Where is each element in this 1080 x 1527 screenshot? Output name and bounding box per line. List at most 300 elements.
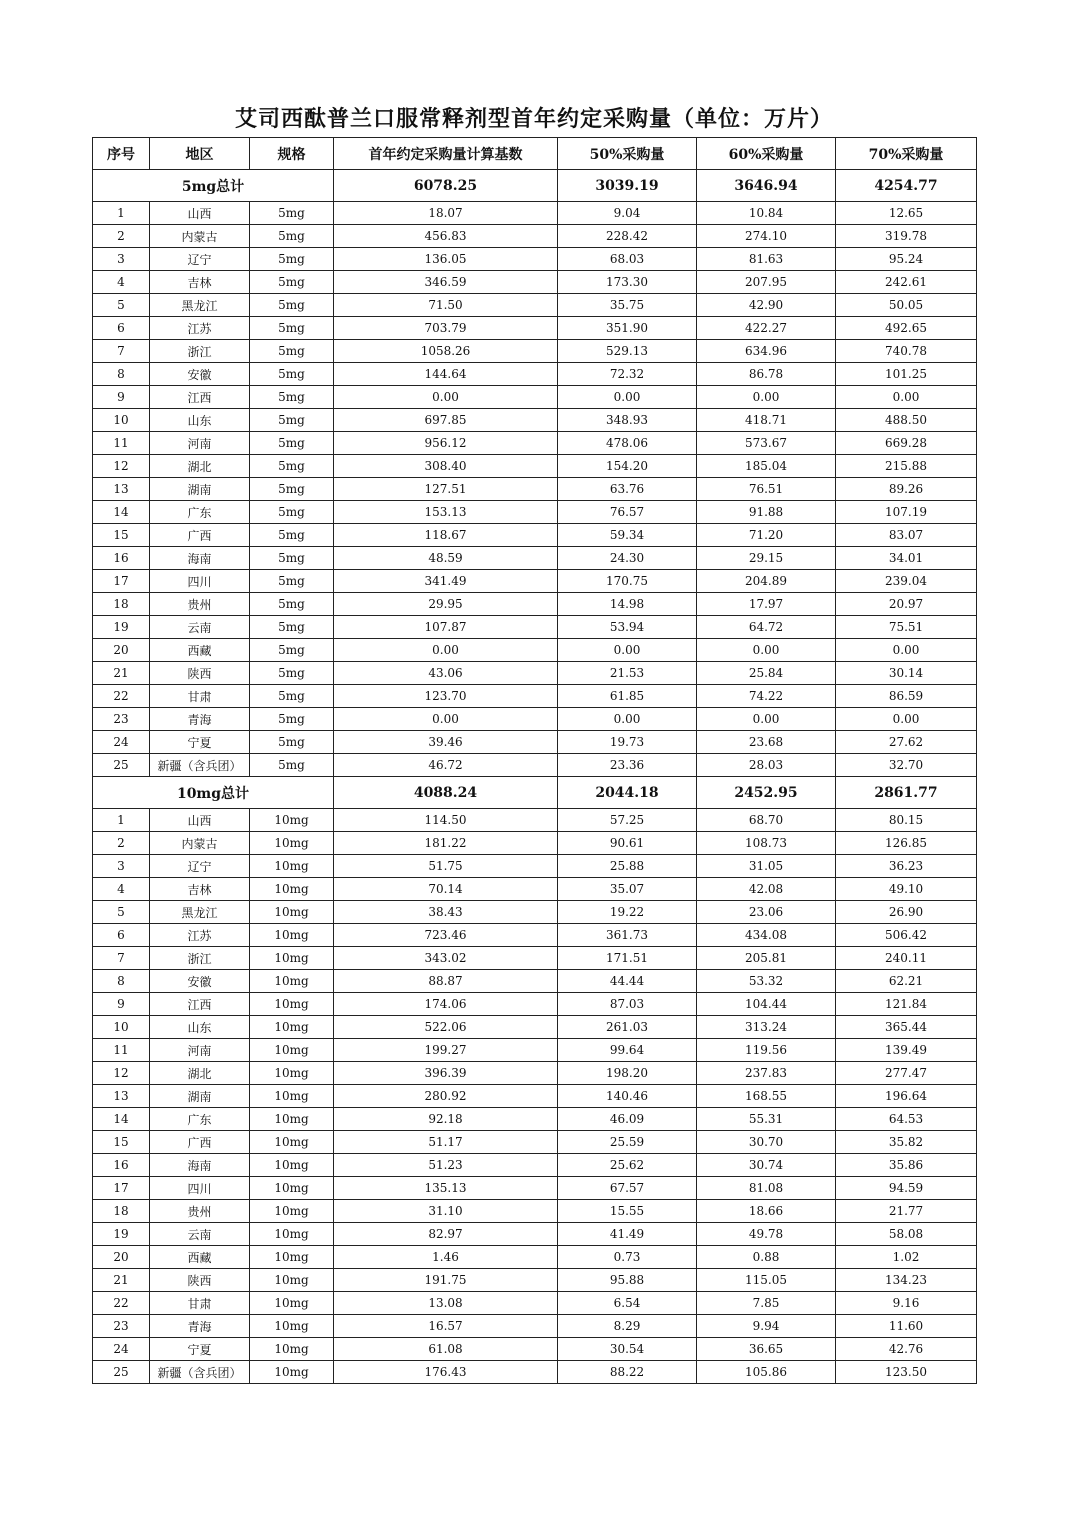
- cell-spec: 10mg: [250, 855, 334, 878]
- cell-70pct: 101.25: [836, 363, 977, 386]
- cell-index: 22: [93, 1292, 150, 1315]
- cell-base-quantity: 153.13: [334, 501, 558, 524]
- table-row: [93, 639, 977, 662]
- cell-60pct: 0.00: [697, 708, 836, 731]
- table-row: [93, 547, 977, 570]
- table-row: [93, 1361, 977, 1384]
- cell-index: 14: [93, 1108, 150, 1131]
- cell-60pct: 434.08: [697, 924, 836, 947]
- cell-50pct: 46.09: [558, 1108, 697, 1131]
- cell-50pct: 529.13: [558, 340, 697, 363]
- total-60pct: 2452.95: [697, 777, 836, 809]
- cell-70pct: 242.61: [836, 271, 977, 294]
- cell-50pct: 24.30: [558, 547, 697, 570]
- cell-base-quantity: 181.22: [334, 832, 558, 855]
- cell-spec: 10mg: [250, 878, 334, 901]
- total-base-quantity: 4088.24: [334, 777, 558, 809]
- cell-region: 江苏: [150, 317, 250, 340]
- cell-70pct: 11.60: [836, 1315, 977, 1338]
- total-50pct: 2044.18: [558, 777, 697, 809]
- cell-spec: 10mg: [250, 1085, 334, 1108]
- cell-index: 3: [93, 248, 150, 271]
- header-region: 地区: [150, 138, 250, 170]
- cell-region: 贵州: [150, 593, 250, 616]
- cell-spec: 5mg: [250, 409, 334, 432]
- cell-70pct: 36.23: [836, 855, 977, 878]
- cell-region: 江苏: [150, 924, 250, 947]
- cell-region: 青海: [150, 1315, 250, 1338]
- cell-50pct: 59.34: [558, 524, 697, 547]
- cell-spec: 10mg: [250, 993, 334, 1016]
- cell-50pct: 15.55: [558, 1200, 697, 1223]
- cell-spec: 5mg: [250, 363, 334, 386]
- cell-index: 18: [93, 593, 150, 616]
- cell-base-quantity: 107.87: [334, 616, 558, 639]
- cell-base-quantity: 31.10: [334, 1200, 558, 1223]
- cell-index: 2: [93, 832, 150, 855]
- table-row: [93, 1269, 977, 1292]
- cell-spec: 5mg: [250, 294, 334, 317]
- cell-spec: 10mg: [250, 1315, 334, 1338]
- cell-70pct: 196.64: [836, 1085, 977, 1108]
- cell-70pct: 35.86: [836, 1154, 977, 1177]
- cell-60pct: 86.78: [697, 363, 836, 386]
- cell-region: 安徽: [150, 970, 250, 993]
- cell-region: 山西: [150, 202, 250, 225]
- cell-base-quantity: 13.08: [334, 1292, 558, 1315]
- cell-60pct: 49.78: [697, 1223, 836, 1246]
- cell-index: 22: [93, 685, 150, 708]
- cell-base-quantity: 0.00: [334, 386, 558, 409]
- cell-region: 辽宁: [150, 855, 250, 878]
- cell-spec: 10mg: [250, 1177, 334, 1200]
- cell-index: 20: [93, 639, 150, 662]
- cell-60pct: 422.27: [697, 317, 836, 340]
- cell-spec: 5mg: [250, 432, 334, 455]
- cell-70pct: 319.78: [836, 225, 977, 248]
- cell-70pct: 488.50: [836, 409, 977, 432]
- cell-70pct: 21.77: [836, 1200, 977, 1223]
- cell-index: 24: [93, 1338, 150, 1361]
- cell-region: 河南: [150, 432, 250, 455]
- cell-60pct: 71.20: [697, 524, 836, 547]
- cell-spec: 5mg: [250, 524, 334, 547]
- cell-spec: 10mg: [250, 924, 334, 947]
- cell-index: 7: [93, 340, 150, 363]
- cell-50pct: 95.88: [558, 1269, 697, 1292]
- cell-base-quantity: 346.59: [334, 271, 558, 294]
- cell-70pct: 121.84: [836, 993, 977, 1016]
- cell-index: 21: [93, 662, 150, 685]
- cell-60pct: 9.94: [697, 1315, 836, 1338]
- cell-50pct: 99.64: [558, 1039, 697, 1062]
- cell-60pct: 634.96: [697, 340, 836, 363]
- cell-50pct: 261.03: [558, 1016, 697, 1039]
- table-row: [93, 1108, 977, 1131]
- table-row: [93, 271, 977, 294]
- cell-base-quantity: 18.07: [334, 202, 558, 225]
- cell-spec: 5mg: [250, 202, 334, 225]
- cell-base-quantity: 956.12: [334, 432, 558, 455]
- cell-60pct: 207.95: [697, 271, 836, 294]
- cell-60pct: 0.88: [697, 1246, 836, 1269]
- cell-50pct: 154.20: [558, 455, 697, 478]
- cell-region: 陕西: [150, 662, 250, 685]
- cell-index: 13: [93, 478, 150, 501]
- cell-index: 3: [93, 855, 150, 878]
- cell-region: 湖南: [150, 1085, 250, 1108]
- cell-50pct: 0.00: [558, 708, 697, 731]
- cell-70pct: 26.90: [836, 901, 977, 924]
- cell-70pct: 42.76: [836, 1338, 977, 1361]
- table-row: [93, 662, 977, 685]
- table-row: [93, 1154, 977, 1177]
- cell-60pct: 28.03: [697, 754, 836, 777]
- table-row: [93, 501, 977, 524]
- cell-spec: 10mg: [250, 1016, 334, 1039]
- cell-region: 吉林: [150, 878, 250, 901]
- cell-70pct: 35.82: [836, 1131, 977, 1154]
- cell-70pct: 123.50: [836, 1361, 977, 1384]
- cell-base-quantity: 135.13: [334, 1177, 558, 1200]
- cell-spec: 10mg: [250, 1200, 334, 1223]
- table-row: [93, 248, 977, 271]
- cell-index: 18: [93, 1200, 150, 1223]
- cell-region: 贵州: [150, 1200, 250, 1223]
- cell-index: 5: [93, 294, 150, 317]
- cell-50pct: 19.22: [558, 901, 697, 924]
- cell-70pct: 49.10: [836, 878, 977, 901]
- cell-base-quantity: 48.59: [334, 547, 558, 570]
- cell-50pct: 41.49: [558, 1223, 697, 1246]
- cell-index: 19: [93, 1223, 150, 1246]
- cell-60pct: 237.83: [697, 1062, 836, 1085]
- cell-base-quantity: 16.57: [334, 1315, 558, 1338]
- cell-70pct: 62.21: [836, 970, 977, 993]
- table-row: [93, 524, 977, 547]
- cell-spec: 5mg: [250, 639, 334, 662]
- cell-spec: 5mg: [250, 593, 334, 616]
- cell-base-quantity: 88.87: [334, 970, 558, 993]
- cell-spec: 10mg: [250, 1039, 334, 1062]
- cell-base-quantity: 92.18: [334, 1108, 558, 1131]
- total-base-quantity: 6078.25: [334, 170, 558, 202]
- cell-50pct: 198.20: [558, 1062, 697, 1085]
- cell-index: 12: [93, 455, 150, 478]
- cell-base-quantity: 51.75: [334, 855, 558, 878]
- table-row: [93, 432, 977, 455]
- cell-50pct: 171.51: [558, 947, 697, 970]
- cell-base-quantity: 29.95: [334, 593, 558, 616]
- cell-70pct: 32.70: [836, 754, 977, 777]
- cell-50pct: 6.54: [558, 1292, 697, 1315]
- table-row: [93, 455, 977, 478]
- cell-60pct: 25.84: [697, 662, 836, 685]
- cell-50pct: 361.73: [558, 924, 697, 947]
- cell-base-quantity: 176.43: [334, 1361, 558, 1384]
- table-row: [93, 855, 977, 878]
- cell-70pct: 30.14: [836, 662, 977, 685]
- cell-spec: 5mg: [250, 616, 334, 639]
- cell-base-quantity: 396.39: [334, 1062, 558, 1085]
- cell-region: 辽宁: [150, 248, 250, 271]
- cell-base-quantity: 123.70: [334, 685, 558, 708]
- cell-70pct: 240.11: [836, 947, 977, 970]
- cell-index: 4: [93, 271, 150, 294]
- cell-base-quantity: 0.00: [334, 639, 558, 662]
- cell-region: 湖北: [150, 1062, 250, 1085]
- cell-index: 20: [93, 1246, 150, 1269]
- cell-70pct: 277.47: [836, 1062, 977, 1085]
- cell-50pct: 0.73: [558, 1246, 697, 1269]
- cell-index: 10: [93, 1016, 150, 1039]
- cell-spec: 5mg: [250, 271, 334, 294]
- table-row: [93, 878, 977, 901]
- cell-region: 广东: [150, 501, 250, 524]
- cell-spec: 5mg: [250, 340, 334, 363]
- cell-50pct: 173.30: [558, 271, 697, 294]
- cell-base-quantity: 144.64: [334, 363, 558, 386]
- table-row: [93, 294, 977, 317]
- cell-70pct: 58.08: [836, 1223, 977, 1246]
- table-row: [93, 1039, 977, 1062]
- cell-50pct: 0.00: [558, 639, 697, 662]
- cell-60pct: 0.00: [697, 639, 836, 662]
- cell-60pct: 17.97: [697, 593, 836, 616]
- cell-spec: 10mg: [250, 970, 334, 993]
- cell-index: 7: [93, 947, 150, 970]
- table-row: [93, 202, 977, 225]
- header-60pct: 60%采购量: [697, 138, 836, 170]
- table-row: [93, 970, 977, 993]
- table-row: [93, 731, 977, 754]
- cell-60pct: 18.66: [697, 1200, 836, 1223]
- table-row: [93, 708, 977, 731]
- cell-spec: 5mg: [250, 547, 334, 570]
- cell-region: 西藏: [150, 1246, 250, 1269]
- cell-60pct: 573.67: [697, 432, 836, 455]
- cell-70pct: 83.07: [836, 524, 977, 547]
- cell-60pct: 105.86: [697, 1361, 836, 1384]
- cell-spec: 10mg: [250, 1269, 334, 1292]
- cell-70pct: 239.04: [836, 570, 977, 593]
- cell-70pct: 365.44: [836, 1016, 977, 1039]
- cell-50pct: 25.62: [558, 1154, 697, 1177]
- cell-70pct: 9.16: [836, 1292, 977, 1315]
- cell-region: 广东: [150, 1108, 250, 1131]
- cell-70pct: 50.05: [836, 294, 977, 317]
- cell-base-quantity: 697.85: [334, 409, 558, 432]
- cell-spec: 5mg: [250, 570, 334, 593]
- cell-50pct: 228.42: [558, 225, 697, 248]
- cell-region: 甘肃: [150, 1292, 250, 1315]
- cell-region: 山东: [150, 1016, 250, 1039]
- cell-60pct: 23.68: [697, 731, 836, 754]
- cell-spec: 10mg: [250, 832, 334, 855]
- cell-60pct: 205.81: [697, 947, 836, 970]
- cell-spec: 10mg: [250, 1292, 334, 1315]
- cell-spec: 10mg: [250, 901, 334, 924]
- cell-70pct: 0.00: [836, 708, 977, 731]
- cell-index: 25: [93, 1361, 150, 1384]
- cell-50pct: 67.57: [558, 1177, 697, 1200]
- cell-60pct: 42.90: [697, 294, 836, 317]
- cell-60pct: 31.05: [697, 855, 836, 878]
- cell-base-quantity: 280.92: [334, 1085, 558, 1108]
- cell-70pct: 34.01: [836, 547, 977, 570]
- cell-index: 13: [93, 1085, 150, 1108]
- cell-60pct: 185.04: [697, 455, 836, 478]
- cell-region: 内蒙古: [150, 832, 250, 855]
- cell-60pct: 274.10: [697, 225, 836, 248]
- cell-index: 2: [93, 225, 150, 248]
- cell-region: 黑龙江: [150, 901, 250, 924]
- cell-60pct: 104.44: [697, 993, 836, 1016]
- cell-base-quantity: 114.50: [334, 809, 558, 832]
- table-row: [93, 1131, 977, 1154]
- cell-60pct: 0.00: [697, 386, 836, 409]
- header-index: 序号: [93, 138, 150, 170]
- cell-70pct: 0.00: [836, 386, 977, 409]
- cell-50pct: 9.04: [558, 202, 697, 225]
- table-row: [93, 386, 977, 409]
- cell-50pct: 87.03: [558, 993, 697, 1016]
- cell-region: 河南: [150, 1039, 250, 1062]
- cell-60pct: 42.08: [697, 878, 836, 901]
- cell-base-quantity: 136.05: [334, 248, 558, 271]
- table-row: [93, 478, 977, 501]
- header-50pct: 50%采购量: [558, 138, 697, 170]
- cell-base-quantity: 51.17: [334, 1131, 558, 1154]
- cell-region: 黑龙江: [150, 294, 250, 317]
- cell-region: 浙江: [150, 947, 250, 970]
- table-row: [93, 947, 977, 970]
- cell-spec: 5mg: [250, 708, 334, 731]
- table-row: [93, 225, 977, 248]
- cell-base-quantity: 174.06: [334, 993, 558, 1016]
- table-row: [93, 317, 977, 340]
- cell-60pct: 55.31: [697, 1108, 836, 1131]
- cell-60pct: 30.70: [697, 1131, 836, 1154]
- total-50pct: 3039.19: [558, 170, 697, 202]
- cell-region: 安徽: [150, 363, 250, 386]
- cell-70pct: 0.00: [836, 639, 977, 662]
- cell-60pct: 23.06: [697, 901, 836, 924]
- cell-60pct: 81.63: [697, 248, 836, 271]
- cell-70pct: 215.88: [836, 455, 977, 478]
- cell-region: 吉林: [150, 271, 250, 294]
- cell-base-quantity: 82.97: [334, 1223, 558, 1246]
- cell-base-quantity: 43.06: [334, 662, 558, 685]
- cell-50pct: 35.07: [558, 878, 697, 901]
- subtotal-label: 5mg总计: [93, 170, 334, 202]
- cell-base-quantity: 46.72: [334, 754, 558, 777]
- cell-50pct: 35.75: [558, 294, 697, 317]
- cell-70pct: 86.59: [836, 685, 977, 708]
- cell-50pct: 140.46: [558, 1085, 697, 1108]
- cell-region: 宁夏: [150, 1338, 250, 1361]
- table-row: [93, 1246, 977, 1269]
- cell-50pct: 63.76: [558, 478, 697, 501]
- cell-spec: 5mg: [250, 754, 334, 777]
- cell-spec: 10mg: [250, 1223, 334, 1246]
- table-row: [93, 1338, 977, 1361]
- cell-60pct: 64.72: [697, 616, 836, 639]
- cell-base-quantity: 191.75: [334, 1269, 558, 1292]
- cell-index: 12: [93, 1062, 150, 1085]
- header-70pct: 70%采购量: [836, 138, 977, 170]
- cell-index: 1: [93, 202, 150, 225]
- table-row: [93, 1200, 977, 1223]
- procurement-table: [92, 137, 977, 1384]
- cell-spec: 5mg: [250, 501, 334, 524]
- table-row: [93, 1315, 977, 1338]
- cell-index: 4: [93, 878, 150, 901]
- cell-index: 8: [93, 363, 150, 386]
- cell-base-quantity: 70.14: [334, 878, 558, 901]
- subtotal-label: 10mg总计: [93, 777, 334, 809]
- cell-region: 青海: [150, 708, 250, 731]
- cell-60pct: 30.74: [697, 1154, 836, 1177]
- cell-70pct: 64.53: [836, 1108, 977, 1131]
- cell-region: 山西: [150, 809, 250, 832]
- table-row: [93, 901, 977, 924]
- cell-index: 15: [93, 524, 150, 547]
- cell-spec: 10mg: [250, 1062, 334, 1085]
- cell-region: 新疆（含兵团）: [150, 1361, 250, 1384]
- cell-50pct: 351.90: [558, 317, 697, 340]
- cell-50pct: 44.44: [558, 970, 697, 993]
- cell-50pct: 8.29: [558, 1315, 697, 1338]
- cell-50pct: 25.59: [558, 1131, 697, 1154]
- table-row: [93, 409, 977, 432]
- cell-70pct: 669.28: [836, 432, 977, 455]
- cell-index: 19: [93, 616, 150, 639]
- cell-50pct: 25.88: [558, 855, 697, 878]
- cell-50pct: 0.00: [558, 386, 697, 409]
- cell-region: 西藏: [150, 639, 250, 662]
- table-row: [93, 1223, 977, 1246]
- cell-60pct: 115.05: [697, 1269, 836, 1292]
- table-row: [93, 924, 977, 947]
- cell-base-quantity: 51.23: [334, 1154, 558, 1177]
- cell-region: 陕西: [150, 1269, 250, 1292]
- cell-index: 21: [93, 1269, 150, 1292]
- cell-60pct: 204.89: [697, 570, 836, 593]
- table-row: [93, 616, 977, 639]
- cell-50pct: 53.94: [558, 616, 697, 639]
- cell-50pct: 348.93: [558, 409, 697, 432]
- cell-spec: 10mg: [250, 1131, 334, 1154]
- cell-index: 17: [93, 570, 150, 593]
- cell-region: 广西: [150, 524, 250, 547]
- cell-index: 6: [93, 317, 150, 340]
- header-base-quantity: 首年约定采购量计算基数: [334, 138, 558, 170]
- cell-region: 江西: [150, 993, 250, 1016]
- cell-70pct: 20.97: [836, 593, 977, 616]
- cell-70pct: 1.02: [836, 1246, 977, 1269]
- table-row: [93, 1292, 977, 1315]
- total-70pct: 2861.77: [836, 777, 977, 809]
- cell-base-quantity: 118.67: [334, 524, 558, 547]
- cell-70pct: 134.23: [836, 1269, 977, 1292]
- cell-base-quantity: 1058.26: [334, 340, 558, 363]
- cell-60pct: 168.55: [697, 1085, 836, 1108]
- cell-spec: 10mg: [250, 1108, 334, 1131]
- cell-70pct: 27.62: [836, 731, 977, 754]
- cell-50pct: 170.75: [558, 570, 697, 593]
- cell-spec: 5mg: [250, 478, 334, 501]
